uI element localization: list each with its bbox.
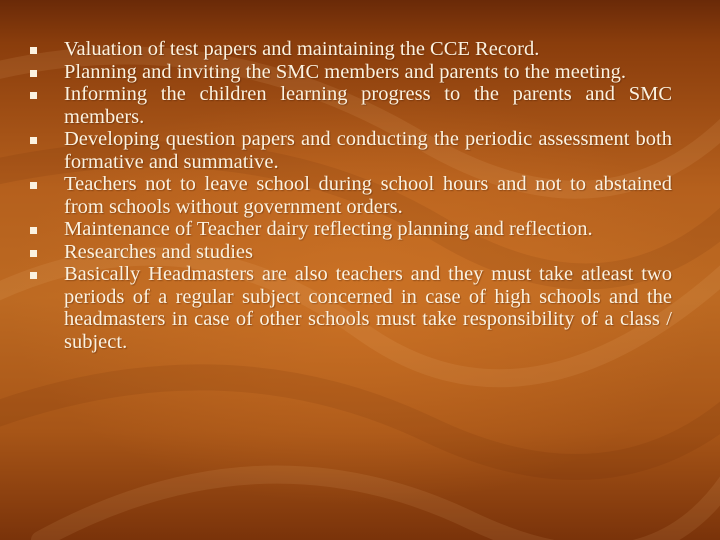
bullet-list — [30, 38, 672, 353]
bullet-item — [30, 173, 672, 218]
square-bullet-icon — [30, 272, 37, 279]
square-bullet-icon — [30, 182, 37, 189]
bullet-text: Valuation of test papers and maintaining the CCE Record. — [64, 38, 540, 60]
bullet-text: Informing the children learning progress to the parents and SMC members. — [64, 83, 672, 128]
bullet-text: Researches and studies — [64, 240, 253, 263]
bullet-item — [30, 61, 672, 84]
square-bullet-icon — [30, 92, 37, 99]
square-bullet-icon — [30, 70, 37, 77]
bullet-text: Basically Headmasters are also teachers and they must take atleast two periods of a regular subject concerned in case of high schools and the headmasters in case of other schools must take responsibility of a class / subject. — [64, 263, 672, 353]
bullet-text: Planning and inviting the SMC members and parents to the meeting. — [64, 60, 626, 83]
square-bullet-icon — [30, 47, 37, 54]
square-bullet-icon — [30, 137, 37, 144]
bullet-item — [30, 83, 672, 128]
bullet-text: Maintenance of Teacher dairy reflecting planning and reflection. — [64, 218, 593, 240]
bullet-item — [30, 241, 672, 264]
bullet-item — [30, 218, 672, 241]
bullet-item — [30, 128, 672, 173]
bullet-item — [30, 38, 672, 61]
square-bullet-icon — [30, 227, 37, 234]
bullet-text: Teachers not to leave school during school hours and not to abstained from schools without government orders. — [64, 173, 672, 218]
bullet-text: Developing question papers and conducting the periodic assessment both formative and summative. — [64, 128, 672, 173]
bullet-item — [30, 263, 672, 353]
square-bullet-icon — [30, 250, 37, 257]
